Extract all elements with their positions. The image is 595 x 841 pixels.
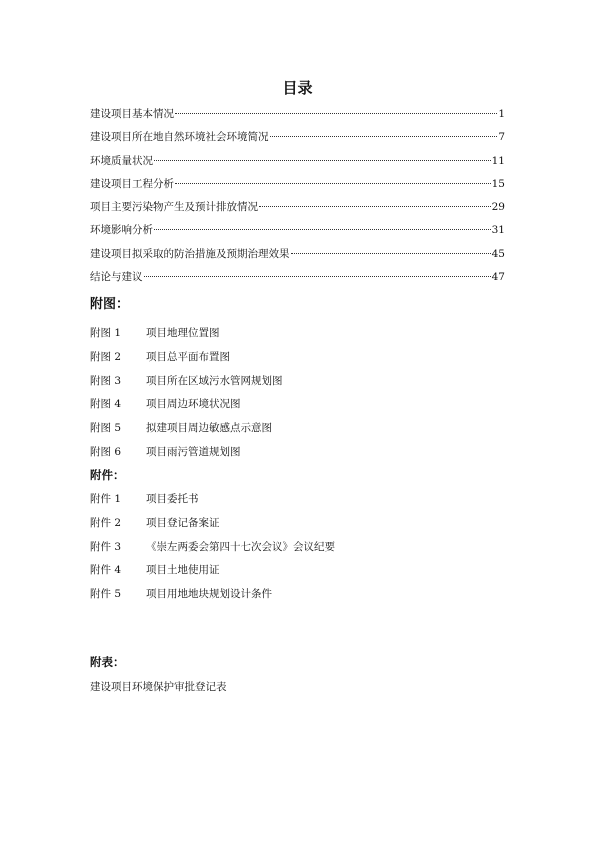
toc-entry-page: 7 xyxy=(498,131,505,144)
attachment-title: 项目委托书 xyxy=(146,493,199,505)
list-item xyxy=(90,563,335,587)
attachment-title: 项目登记备案证 xyxy=(146,516,220,529)
toc-entry-page: 11 xyxy=(491,154,505,167)
toc-leader-dots xyxy=(144,276,491,277)
toc-entry[interactable] xyxy=(90,223,505,246)
toc-leader-dots xyxy=(154,160,491,161)
toc-leader-dots xyxy=(259,206,491,207)
toc-entry-page: 45 xyxy=(491,247,505,260)
list-item xyxy=(90,350,283,374)
toc-entry-page: 31 xyxy=(491,224,505,237)
toc-leader-dots xyxy=(154,229,491,230)
toc-entry-label: 建设项目拟采取的防治措施及预期治理效果 xyxy=(90,247,290,260)
toc-entry[interactable] xyxy=(90,177,505,200)
figures-list xyxy=(90,326,283,469)
page-title: 目录 xyxy=(282,79,313,97)
attachment-number: 附件 1 xyxy=(90,493,122,505)
list-item xyxy=(90,516,335,540)
attachment-number: 附件 2 xyxy=(90,516,122,529)
figure-title: 项目总平面布置图 xyxy=(146,350,230,363)
list-item xyxy=(90,587,335,611)
figure-number: 附图 3 xyxy=(90,374,122,387)
table-of-contents xyxy=(90,107,505,293)
toc-entry-label: 建设项目所在地自然环境社会环境简况 xyxy=(90,131,269,144)
table-title: 建设项目环境保护审批登记表 xyxy=(90,681,227,693)
toc-entry[interactable] xyxy=(90,130,505,153)
toc-entry[interactable] xyxy=(90,270,505,293)
toc-leader-dots xyxy=(175,183,491,184)
toc-leader-dots xyxy=(270,136,498,137)
attachment-title: 项目用地地块规划设计条件 xyxy=(146,588,272,601)
toc-leader-dots xyxy=(175,113,497,114)
toc-entry-label: 环境质量状况 xyxy=(90,154,153,167)
figures-heading: 附图： xyxy=(90,297,130,312)
figure-title: 项目雨污管道规划图 xyxy=(146,445,241,458)
list-item xyxy=(90,540,335,564)
list-item xyxy=(90,421,283,445)
list-item xyxy=(90,492,335,516)
list-item xyxy=(90,326,283,350)
attachment-number: 附件 4 xyxy=(90,564,122,577)
list-item xyxy=(90,397,283,421)
toc-entry-page: 15 xyxy=(491,177,505,190)
figure-number: 附图 5 xyxy=(90,422,122,435)
toc-entry[interactable] xyxy=(90,107,505,130)
figure-title: 拟建项目周边敏感点示意图 xyxy=(146,422,272,435)
list-item xyxy=(90,374,283,398)
toc-entry-label: 环境影响分析 xyxy=(90,224,153,237)
toc-entry-label: 结论与建议 xyxy=(90,271,143,284)
attachment-title: 项目土地使用证 xyxy=(146,564,220,577)
toc-entry-label: 建设项目基本情况 xyxy=(90,108,174,120)
figure-title: 项目周边环境状况图 xyxy=(146,398,241,411)
figure-number: 附图 1 xyxy=(90,327,122,339)
attachments-list xyxy=(90,492,335,611)
toc-entry[interactable] xyxy=(90,154,505,177)
attachment-title: 《崇左两委会第四十七次会议》会议纪要 xyxy=(146,540,335,553)
toc-entry-page: 1 xyxy=(498,108,505,120)
list-item xyxy=(90,445,283,469)
figure-number: 附图 2 xyxy=(90,350,122,363)
attachment-number: 附件 3 xyxy=(90,540,122,553)
toc-entry[interactable] xyxy=(90,200,505,223)
figure-title: 项目地理位置图 xyxy=(146,327,220,339)
toc-entry-page: 29 xyxy=(491,201,505,214)
toc-entry-label: 项目主要污染物产生及预计排放情况 xyxy=(90,201,258,214)
toc-entry-label: 建设项目工程分析 xyxy=(90,177,174,190)
attachments-heading: 附件： xyxy=(90,468,125,482)
attachment-number: 附件 5 xyxy=(90,588,122,601)
tables-heading: 附表： xyxy=(90,655,125,669)
figure-number: 附图 6 xyxy=(90,445,122,458)
figure-number: 附图 4 xyxy=(90,398,122,411)
figure-title: 项目所在区域污水管网规划图 xyxy=(146,374,283,387)
toc-leader-dots xyxy=(291,253,491,254)
toc-entry[interactable] xyxy=(90,247,505,270)
toc-entry-page: 47 xyxy=(491,271,505,284)
